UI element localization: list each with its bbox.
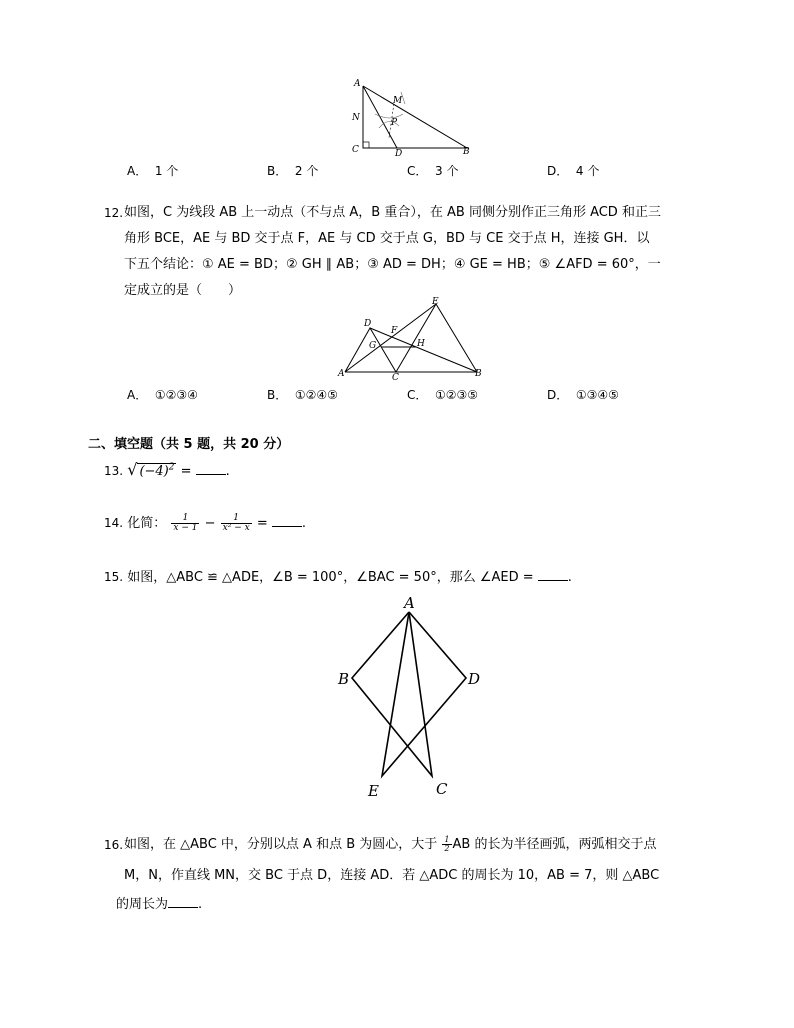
q16-number: 16.: [104, 838, 124, 852]
q11-label-M: M: [393, 96, 403, 106]
q11-figure: [345, 76, 480, 158]
q12-choice-b: B． ①②④⑤: [267, 388, 338, 402]
q15-label-B: B: [338, 670, 350, 688]
q16-line2: M，N，作直线 MN，交 BC 于点 D，连接 AD．若 △ADC 的周长为 10，AB = 7，则 △ABC: [124, 868, 660, 883]
q12-label-A: A: [338, 369, 345, 379]
q11-choice-c: C． 3 个: [407, 164, 459, 178]
q12-label-B: B: [475, 369, 482, 379]
q12-line2: 角形 BCE，AE 与 BD 交于点 F，AE 与 CD 交于点 G，BD 与 CE 交于点 H，连接 GH．以: [124, 231, 650, 246]
section-title: 二、填空题（共 5 题，共 20 分）: [88, 437, 290, 452]
q12-text: [124, 200, 714, 304]
q12-choice-a: A． ①②③④: [127, 388, 198, 402]
q14-number: 14.: [104, 516, 124, 530]
q14-fraction-1: $\frac{1}{x - 1}$: [173, 513, 198, 533]
q13-radical: √ $(-4)^2$: [127, 460, 175, 479]
q11-label-B: B: [463, 147, 470, 157]
q13-answer-blank[interactable]: [196, 462, 226, 475]
q11-choice-d: D． 4 个: [547, 164, 600, 178]
q14-fraction-2: $\frac{1}{\text{x² − x}}$: [222, 513, 250, 533]
q15-label-C: C: [436, 780, 448, 798]
q16-text: [116, 830, 724, 918]
q15-number: 15.: [104, 570, 124, 584]
q11-label-A: A: [354, 79, 361, 89]
q12-line4: 定成立的是（ ）: [124, 283, 242, 298]
q14: 14. 化简： $\frac{1}{x - 1}$ − $\frac{1}{\text{x² − x}}$ = .: [104, 513, 307, 533]
q12-label-G: G: [369, 341, 377, 351]
q15-label-A: A: [404, 594, 415, 612]
q12-label-F: F: [391, 326, 398, 336]
q16-answer-blank[interactable]: [168, 895, 198, 908]
q12-figure: [335, 296, 490, 380]
q15-label-D: D: [468, 670, 481, 688]
q11-label-D: D: [395, 149, 403, 158]
q16-line3: 的周长为 .: [116, 897, 203, 912]
q11-choice-a: A． 1 个: [127, 164, 179, 178]
q12-choice-d: D． ①③④⑤: [547, 388, 619, 402]
q15-label-E: E: [368, 782, 379, 800]
q15-text: 如图，△ABC ≌ △ADE，∠B = 100°，∠BAC = 50°，那么 ∠AED =: [127, 570, 534, 585]
q16-line1: 如图，在 △ABC 中，分别以点 A 和点 B 为圆心，大于 $\frac{1}{2}$ AB 的长为半径画弧，两弧相交于点: [124, 835, 657, 853]
q12-line3: 下五个结论：① AE = BD；② GH ∥ AB；③ AD = DH；④ GE = HB；⑤ ∠AFD = 60°，一: [124, 257, 661, 272]
q13-number: 13.: [104, 464, 124, 478]
q16-fraction: $\frac{1}{2}$: [444, 835, 450, 853]
q12-label-C: C: [392, 373, 399, 380]
q13: 13. √ $(-4)^2$ = .: [104, 460, 230, 479]
q11-choice-b: B． 2 个: [267, 164, 319, 178]
q15-answer-blank[interactable]: [538, 568, 568, 581]
q11-label-C: C: [352, 145, 359, 155]
q15-figure: [330, 590, 490, 805]
q12-label-E: E: [432, 297, 439, 307]
q12-label-H: H: [417, 339, 425, 349]
q15: 15. 如图，△ABC ≌ △ADE，∠B = 100°，∠BAC = 50°，那么 ∠AED = .: [104, 570, 572, 585]
q12-choice-c: C． ①②③⑤: [407, 388, 479, 402]
q11-label-P: P: [391, 118, 398, 128]
q14-answer-blank[interactable]: [272, 514, 302, 527]
q12-line1: 如图，C 为线段 AB 上一动点（不与点 A，B 重合），在 AB 同侧分别作正三角形 ACD 和正三: [124, 205, 661, 220]
q11-label-N: N: [352, 113, 360, 123]
q12-label-D: D: [364, 319, 372, 329]
q12-number: 12.: [104, 206, 124, 220]
